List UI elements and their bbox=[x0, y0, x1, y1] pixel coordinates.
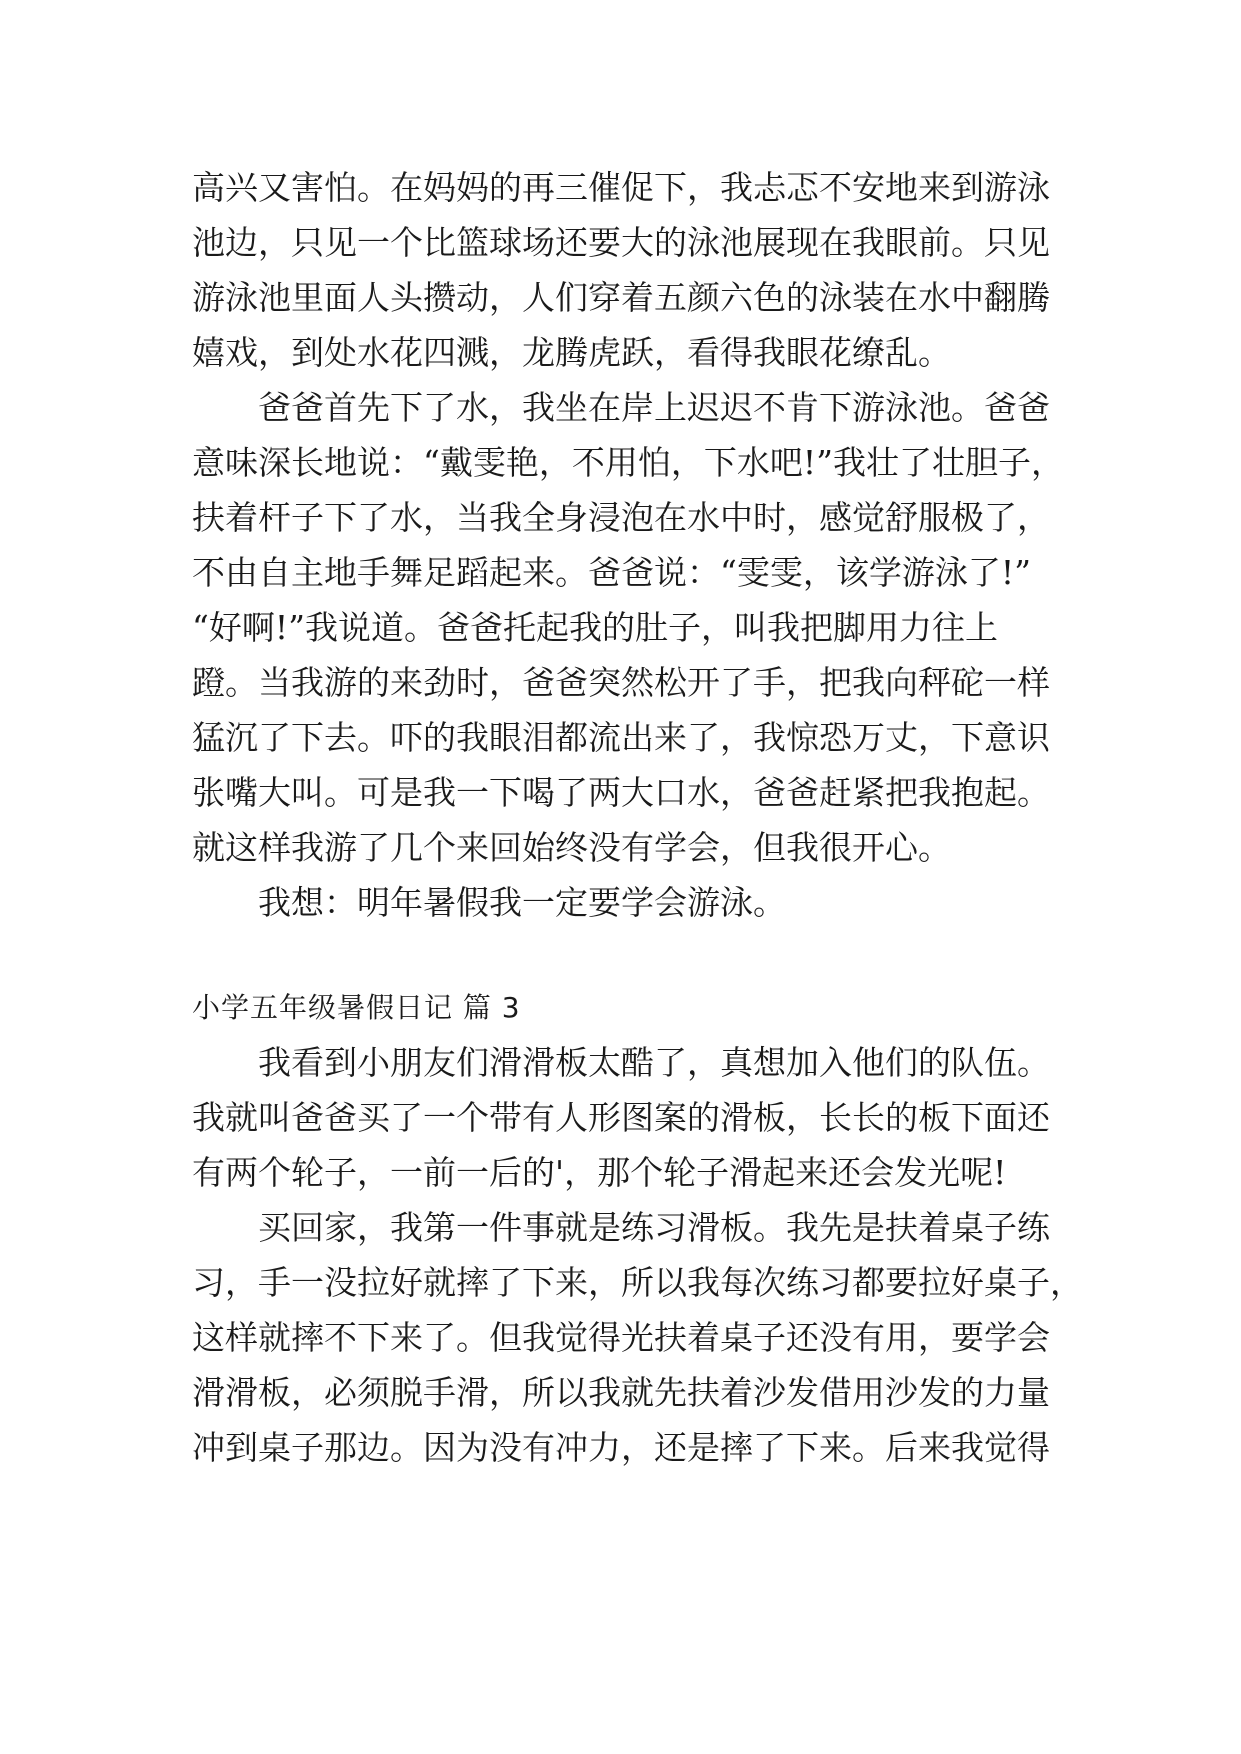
paragraph-skateboard-intro bbox=[192, 1035, 1072, 1200]
text-line: 不由自主地手舞足蹈起来。爸爸说：“雯雯，该学游泳了!” bbox=[192, 553, 1032, 592]
text-line: 意味深长地说：“戴雯艳，不用怕，下水吧!”我壮了壮胆子， bbox=[192, 443, 1065, 482]
text-line: 买回家，我第一件事就是练习滑板。我先是扶着桌子练 bbox=[258, 1208, 1050, 1247]
paragraph-learning-swim bbox=[192, 380, 1072, 875]
paragraph-skateboard-practice bbox=[192, 1200, 1083, 1475]
text-line: 我看到小朋友们滑滑板太酷了，真想加入他们的队伍。 bbox=[258, 1043, 1050, 1082]
text-line: 冲到桌子那边。因为没有冲力，还是摔了下来。后来我觉得 bbox=[192, 1428, 1050, 1467]
text-line: 张嘴大叫。可是我一下喝了两大口水，爸爸赶紧把我抱起。 bbox=[192, 773, 1050, 812]
text-line: “好啊!”我说道。爸爸托起我的肚子，叫我把脚用力往上 bbox=[192, 608, 999, 647]
text-line: 猛沉了下去。吓的我眼泪都流出来了，我惊恐万丈，下意识 bbox=[192, 718, 1050, 757]
text-line: 高兴又害怕。在妈妈的再三催促下，我忐忑不安地来到游泳 bbox=[192, 168, 1050, 207]
text-line: 嬉戏，到处水花四溅，龙腾虎跃，看得我眼花缭乱。 bbox=[192, 333, 951, 372]
document-body bbox=[192, 160, 1083, 1475]
text-line: 蹬。当我游的来劲时，爸爸突然松开了手，把我向秤砣一样 bbox=[192, 663, 1050, 702]
text-line: 池边，只见一个比篮球场还要大的泳池展现在我眼前。只见 bbox=[192, 223, 1050, 262]
text-line: 扶着杆子下了水，当我全身浸泡在水中时，感觉舒服极了， bbox=[192, 498, 1050, 537]
section-spacer bbox=[192, 930, 1072, 980]
text-line: 游泳池里面人头攒动，人们穿着五颜六色的泳装在水中翻腾 bbox=[192, 278, 1050, 317]
paragraph-next-year bbox=[192, 875, 1072, 930]
paragraph-pool-arrival bbox=[192, 160, 1072, 380]
section-heading: 小学五年级暑假日记 篇 3 bbox=[192, 991, 521, 1024]
text-line: 我就叫爸爸买了一个带有人形图案的滑板，长长的板下面还 bbox=[192, 1098, 1050, 1137]
text-line: 滑滑板，必须脱手滑，所以我就先扶着沙发借用沙发的力量 bbox=[192, 1373, 1050, 1412]
text-line: 有两个轮子，一前一后的'，那个轮子滑起来还会发光呢! bbox=[192, 1153, 1007, 1192]
text-line: 就这样我游了几个来回始终没有学会，但我很开心。 bbox=[192, 828, 951, 867]
text-line: 习，手一没拉好就摔了下来，所以我每次练习都要拉好桌子， bbox=[192, 1263, 1083, 1302]
text-line: 这样就摔不下来了。但我觉得光扶着桌子还没有用，要学会 bbox=[192, 1318, 1050, 1357]
text-line: 我想：明年暑假我一定要学会游泳。 bbox=[258, 883, 786, 922]
text-line: 爸爸首先下了水，我坐在岸上迟迟不肯下游泳池。爸爸 bbox=[258, 388, 1050, 427]
